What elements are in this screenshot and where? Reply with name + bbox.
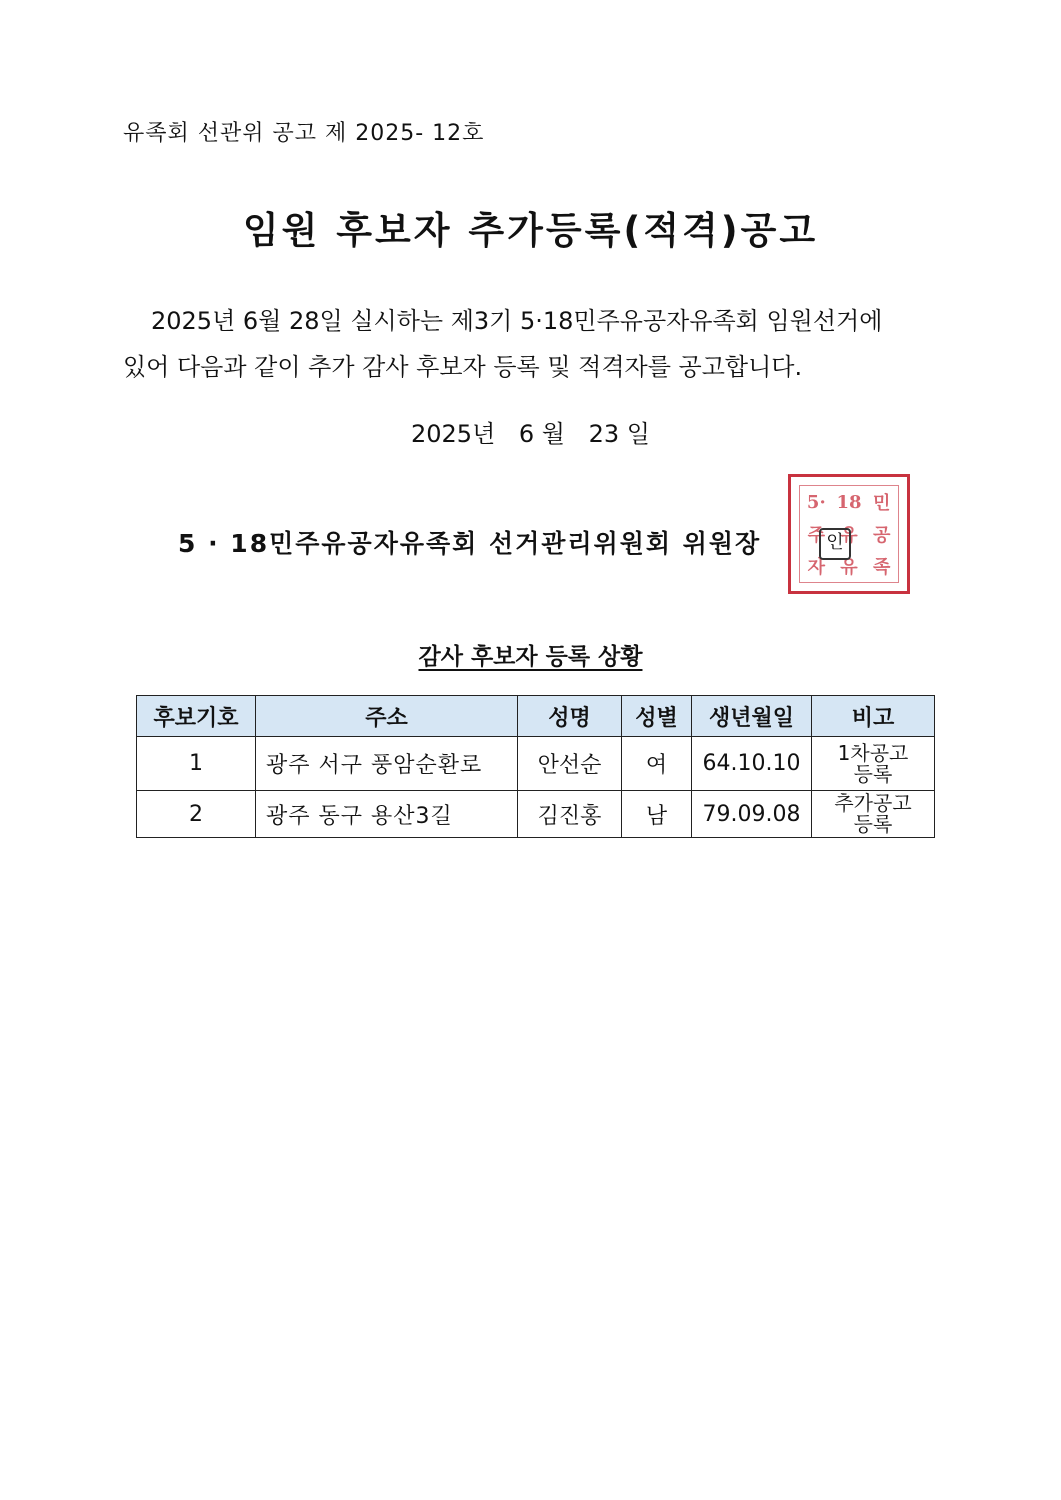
cell-birth: 79.09.08 (692, 791, 812, 838)
col-header-address: 주소 (256, 696, 518, 737)
table-row (137, 791, 935, 838)
cell-gender: 남 (622, 791, 692, 838)
date-year: 2025년 (411, 420, 496, 448)
cell-name: 안선순 (518, 737, 622, 791)
note-line-2: 등록 (853, 812, 893, 836)
date-day: 23 일 (588, 420, 650, 448)
announcement-body (123, 298, 943, 390)
section-title: 감사 후보자 등록 상황 (418, 644, 643, 670)
notice-number: 유족회 선관위 공고 제 2025- 12호 (123, 121, 485, 146)
cell-note (812, 737, 935, 791)
note-line-1: 1차공고 (837, 740, 909, 765)
cell-address: 광주 서구 풍암순환로 (256, 737, 518, 791)
col-header-number: 후보기호 (137, 696, 256, 737)
body-line-2: 있어 다음과 같이 추가 감사 후보자 등록 및 적격자를 공고합니다. (123, 353, 803, 381)
cell-number: 1 (137, 737, 256, 791)
document-title: 임원 후보자 추가등록(적격)공고 (242, 209, 819, 252)
table-row (137, 737, 935, 791)
cell-note (812, 791, 935, 838)
col-header-birth: 생년월일 (692, 696, 812, 737)
cell-address: 광주 동구 용산3길 (256, 791, 518, 838)
seal-mark: 인 (819, 528, 851, 560)
cell-birth: 64.10.10 (692, 737, 812, 791)
col-header-name: 성명 (518, 696, 622, 737)
cell-gender: 여 (622, 737, 692, 791)
issue-date (0, 414, 1061, 449)
candidate-table (136, 695, 935, 838)
col-header-gender: 성별 (622, 696, 692, 737)
signatory: 5 · 18민주유공자유족회 선거관리위원회 위원장 (178, 529, 762, 558)
col-header-note: 비고 (812, 696, 935, 737)
cell-number: 2 (137, 791, 256, 838)
seal-pattern: 5· 18 민 주 유 공 자 유 족 (799, 485, 899, 583)
note-line-2: 등록 (853, 761, 893, 786)
note-line-1: 추가공고 (834, 791, 912, 815)
cell-name: 김진홍 (518, 791, 622, 838)
table-header-row (137, 696, 935, 737)
body-line-1: 2025년 6월 28일 실시하는 제3기 5·18민주유공자유족회 임원선거에 (151, 307, 883, 335)
date-month: 6 월 (518, 420, 565, 448)
